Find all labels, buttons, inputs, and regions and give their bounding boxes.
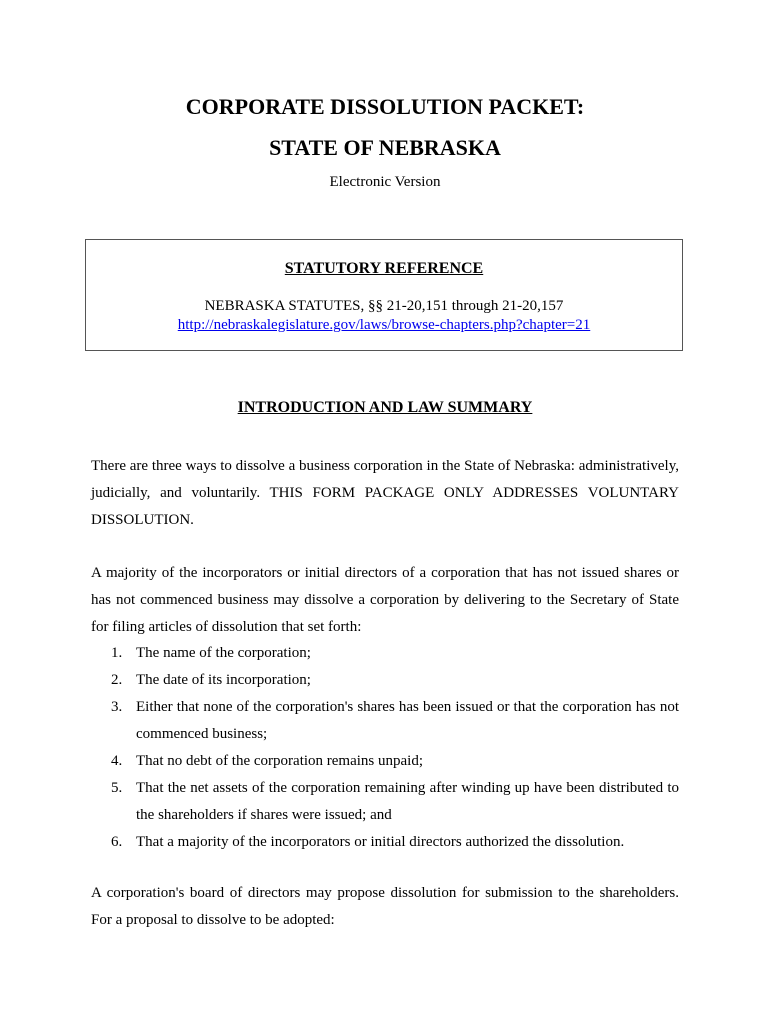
list-item bbox=[91, 667, 679, 694]
list-item-text: That no debt of the corporation remains unpaid; bbox=[136, 753, 423, 769]
list-item-number: 2. bbox=[111, 672, 123, 688]
list-item bbox=[91, 694, 679, 748]
list-item-number: 6. bbox=[111, 834, 123, 850]
list-item bbox=[91, 640, 679, 667]
articles-of-dissolution-list bbox=[91, 640, 679, 856]
document-subtitle: Electronic Version bbox=[329, 174, 441, 190]
statutory-reference-heading: STATUTORY REFERENCE bbox=[284, 260, 484, 277]
document-title-line2: STATE OF NEBRASKA bbox=[269, 135, 501, 160]
intro-paragraph-1: There are three ways to dissolve a business corporation in the State of Nebraska: administratively, judicially, and voluntarily. THIS FORM PACKAGE ONLY ADDRESSES VOLUNTARY DISSOLUTION. bbox=[91, 458, 679, 528]
list-item-number: 3. bbox=[111, 699, 123, 715]
document-title-line1: CORPORATE DISSOLUTION PACKET: bbox=[185, 94, 585, 119]
introduction-heading: INTRODUCTION AND LAW SUMMARY bbox=[237, 399, 533, 416]
list-item-number: 1. bbox=[111, 645, 123, 661]
list-item-text: Either that none of the corporation's shares has been issued or that the corporation has not commenced business; bbox=[136, 699, 679, 742]
list-item bbox=[91, 829, 679, 856]
list-item-text: The name of the corporation; bbox=[136, 645, 311, 661]
statutes-citation: NEBRASKA STATUTES, §§ 21-20,151 through 21-20,157 bbox=[204, 298, 564, 314]
list-item-text: The date of its incorporation; bbox=[136, 672, 311, 688]
list-item-number: 5. bbox=[111, 780, 123, 796]
list-item bbox=[91, 748, 679, 775]
list-item-text: That a majority of the incorporators or initial directors authorized the dissolution. bbox=[136, 834, 625, 850]
intro-paragraph-3: A corporation's board of directors may propose dissolution for submission to the shareholders. For a proposal to dissolve to be adopted: bbox=[91, 885, 679, 928]
legislature-link[interactable]: http://nebraskalegislature.gov/laws/browse-chapters.php?chapter=21 bbox=[177, 317, 591, 333]
list-item-number: 4. bbox=[111, 753, 123, 769]
list-item bbox=[91, 775, 679, 829]
list-item-text: That the net assets of the corporation remaining after winding up have been distributed to the shareholders if shares were issued; and bbox=[136, 780, 679, 823]
intro-paragraph-2: A majority of the incorporators or initial directors of a corporation that has not issued shares or has not commenced business may dissolve a corporation by delivering to the Secretary of State for filing articles of dissolution that set forth: bbox=[91, 565, 679, 635]
statutory-reference-box bbox=[85, 239, 683, 351]
